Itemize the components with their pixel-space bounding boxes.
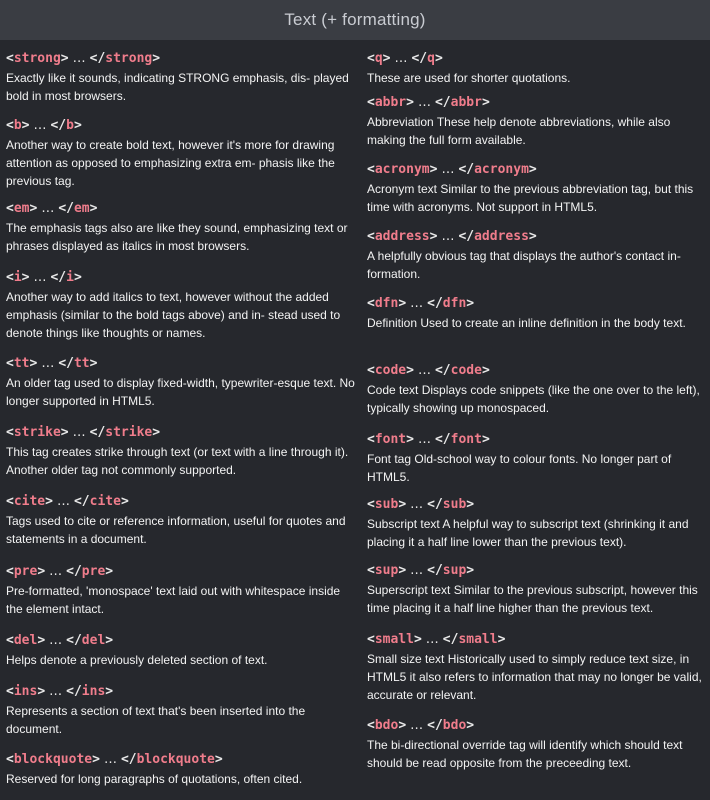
tag-entry-strong	[6, 50, 356, 105]
tag-description: Helps denote a previously deleted section of text.	[6, 653, 268, 667]
tag-description: Code text Displays code snippets (like the one over to the left), typically showing up monospaced.	[367, 383, 700, 415]
open-bracket: <	[6, 564, 14, 579]
close-bracket: >	[45, 494, 53, 509]
ellipsis: …	[72, 51, 86, 66]
opening-tag-name: tt	[13, 356, 30, 371]
tag-entry-bdo	[367, 717, 702, 772]
close-bracket: >	[120, 494, 129, 509]
open-bracket: <	[6, 270, 14, 285]
tag-entry-small	[367, 631, 702, 704]
tag-description: These are used for shorter quotations.	[367, 71, 571, 85]
tag-syntax	[367, 228, 702, 246]
tag-description: The bi-directional override tag will identify which should text should be read opposite from the preceeding text.	[367, 738, 683, 770]
closing-tag-name: i	[66, 270, 74, 285]
opening-tag-name: dfn	[374, 296, 399, 311]
ellipsis: …	[41, 356, 55, 371]
open-bracket: </	[434, 95, 451, 110]
close-bracket: >	[466, 563, 475, 578]
opening-tag-name: del	[13, 633, 38, 648]
tag-description: Subscript text A helpful way to subscript text (shrinking it and placing it a half line lower than the previous text).	[367, 517, 689, 549]
opening-tag-name: b	[13, 118, 22, 133]
open-bracket: <	[367, 296, 375, 311]
open-bracket: </	[442, 632, 459, 647]
open-bracket: </	[66, 633, 82, 648]
closing-tag-name: b	[66, 118, 74, 133]
tag-entry-q	[367, 50, 702, 87]
close-bracket: >	[105, 564, 114, 579]
open-bracket: </	[458, 162, 475, 177]
closing-tag-name: pre	[81, 564, 106, 579]
close-bracket: >	[152, 51, 161, 66]
tag-entry-dfn	[367, 295, 702, 332]
close-bracket: >	[429, 162, 438, 177]
tag-entry-cite	[6, 493, 356, 548]
open-bracket: <	[367, 718, 375, 733]
tag-syntax	[6, 200, 356, 218]
tag-entry-sup	[367, 562, 702, 617]
close-bracket: >	[105, 684, 114, 699]
opening-tag-name: abbr	[374, 95, 407, 110]
ellipsis: …	[394, 51, 408, 66]
tag-syntax	[367, 161, 702, 179]
tag-entry-font	[367, 431, 702, 486]
opening-tag-name: address	[374, 229, 430, 244]
opening-tag-name: sup	[374, 563, 399, 578]
closing-tag-name: cite	[89, 494, 121, 509]
ellipsis: …	[441, 162, 455, 177]
close-bracket: >	[497, 632, 506, 647]
tag-entry-ins	[6, 683, 356, 738]
closing-tag-name: blockquote	[136, 752, 215, 767]
close-bracket: >	[92, 752, 100, 767]
closing-tag-name: abbr	[450, 95, 482, 110]
close-bracket: >	[105, 633, 114, 648]
close-bracket: >	[398, 718, 407, 733]
ellipsis: …	[33, 270, 47, 285]
open-bracket: <	[6, 494, 14, 509]
close-bracket: >	[406, 363, 414, 378]
tag-syntax	[367, 94, 702, 112]
ellipsis: …	[417, 95, 431, 110]
closing-tag-name: tt	[73, 356, 90, 371]
ellipsis: …	[425, 632, 439, 647]
open-bracket: <	[6, 201, 14, 216]
open-bracket: </	[58, 356, 74, 371]
close-bracket: >	[466, 718, 475, 733]
tag-syntax	[6, 269, 356, 287]
close-bracket: >	[528, 229, 537, 244]
open-bracket: </	[73, 494, 90, 509]
ellipsis: …	[410, 296, 424, 311]
close-bracket: >	[398, 497, 407, 512]
opening-tag-name: code	[374, 363, 407, 378]
open-bracket: <	[6, 51, 14, 66]
tag-description: An older tag used to display fixed-width, typewriter-esque text. No longer supported in HTML5.	[6, 376, 355, 408]
tag-entry-strike	[6, 424, 356, 479]
tag-syntax	[367, 562, 702, 580]
tag-syntax	[6, 632, 356, 650]
tag-entry-del	[6, 632, 356, 669]
open-bracket: <	[367, 563, 375, 578]
closing-tag-name: strong	[105, 51, 153, 66]
close-bracket: >	[398, 296, 407, 311]
tag-syntax	[367, 50, 702, 68]
closing-tag-name: acronym	[474, 162, 529, 177]
closing-tag-name: q	[427, 51, 435, 66]
ellipsis: …	[417, 363, 431, 378]
close-bracket: >	[21, 118, 30, 133]
opening-tag-name: blockquote	[13, 752, 93, 767]
tag-entry-b	[6, 117, 356, 190]
close-bracket: >	[429, 229, 438, 244]
closing-tag-name: sub	[442, 497, 467, 512]
tag-entry-abbr	[367, 94, 702, 149]
tag-description: Abbreviation These help denote abbreviations, while also making the full form available.	[367, 115, 671, 147]
opening-tag-name: font	[374, 432, 407, 447]
opening-tag-name: bdo	[374, 718, 399, 733]
title-bar	[0, 0, 710, 40]
tag-description: Reserved for long paragraphs of quotations, often cited.	[6, 772, 303, 786]
close-bracket: >	[29, 356, 38, 371]
closing-tag-name: dfn	[442, 296, 467, 311]
ellipsis: …	[56, 494, 70, 509]
close-bracket: >	[481, 363, 490, 378]
ellipsis: …	[410, 718, 424, 733]
open-bracket: </	[89, 425, 106, 440]
tag-syntax	[367, 295, 702, 313]
ellipsis: …	[410, 563, 424, 578]
close-bracket: >	[528, 162, 537, 177]
close-bracket: >	[406, 95, 414, 110]
tag-syntax	[6, 424, 356, 442]
closing-tag-name: strike	[105, 425, 153, 440]
opening-tag-name: acronym	[374, 162, 430, 177]
open-bracket: </	[50, 118, 67, 133]
close-bracket: >	[382, 51, 391, 66]
close-bracket: >	[152, 425, 161, 440]
close-bracket: >	[406, 432, 414, 447]
open-bracket: </	[427, 497, 443, 512]
open-bracket: </	[50, 270, 67, 285]
tag-entry-blockquote	[6, 751, 356, 788]
tag-syntax	[367, 431, 702, 449]
ellipsis: …	[103, 752, 117, 767]
opening-tag-name: strong	[13, 51, 61, 66]
ellipsis: …	[49, 684, 63, 699]
tag-entry-em	[6, 200, 356, 255]
tag-syntax	[6, 683, 356, 701]
opening-tag-name: ins	[13, 684, 38, 699]
open-bracket: </	[66, 684, 82, 699]
ellipsis: …	[49, 633, 63, 648]
tag-syntax	[6, 751, 356, 769]
close-bracket: >	[214, 752, 223, 767]
tag-description: Another way to add italics to text, however without the added emphasis (similar to the bold tags above) and in- stead used to denote things like thoughts or names.	[6, 290, 341, 340]
tag-description: A helpfully obvious tag that displays the author's contact in- formation.	[367, 249, 681, 281]
close-bracket: >	[60, 425, 69, 440]
close-bracket: >	[89, 356, 98, 371]
close-bracket: >	[89, 201, 98, 216]
closing-tag-name: font	[450, 432, 482, 447]
close-bracket: >	[466, 497, 475, 512]
close-bracket: >	[60, 51, 69, 66]
open-bracket: </	[427, 563, 443, 578]
open-bracket: </	[120, 752, 137, 767]
ellipsis: …	[33, 118, 47, 133]
open-bracket: <	[6, 633, 14, 648]
opening-tag-name: pre	[13, 564, 38, 579]
tag-entry-address	[367, 228, 702, 283]
closing-tag-name: del	[81, 633, 106, 648]
tag-entry-pre	[6, 563, 356, 618]
ellipsis: …	[410, 497, 424, 512]
open-bracket: <	[6, 118, 14, 133]
close-bracket: >	[434, 51, 443, 66]
open-bracket: </	[411, 51, 428, 66]
open-bracket: <	[367, 432, 375, 447]
open-bracket: <	[6, 425, 14, 440]
close-bracket: >	[481, 95, 490, 110]
tag-description: Tags used to cite or reference information, useful for quotes and statements in a document.	[6, 514, 346, 546]
tag-syntax	[6, 355, 356, 373]
opening-tag-name: small	[374, 632, 414, 647]
opening-tag-name: i	[13, 270, 22, 285]
ellipsis: …	[72, 425, 86, 440]
open-bracket: <	[6, 752, 14, 767]
close-bracket: >	[37, 684, 46, 699]
close-bracket: >	[37, 633, 46, 648]
closing-tag-name: code	[450, 363, 482, 378]
open-bracket: </	[66, 564, 82, 579]
tag-syntax	[6, 563, 356, 581]
tag-syntax	[6, 493, 356, 511]
open-bracket: </	[58, 201, 74, 216]
closing-tag-name: sup	[442, 563, 467, 578]
tag-syntax	[6, 50, 356, 68]
tag-description: Another way to create bold text, however it's more for drawing attention as opposed to emphasizing extra em- phasis like the previous tag.	[6, 138, 335, 188]
open-bracket: <	[367, 497, 375, 512]
tag-description: The emphasis tags also are like they sound, emphasizing text or phrases displayed as italics in most browsers.	[6, 221, 348, 253]
open-bracket: <	[367, 229, 375, 244]
tag-entry-code	[367, 362, 702, 417]
close-bracket: >	[466, 296, 475, 311]
open-bracket: <	[367, 632, 375, 647]
open-bracket: <	[367, 51, 375, 66]
open-bracket: <	[6, 356, 14, 371]
page-title: Text (+ formatting)	[284, 10, 426, 29]
tag-syntax	[367, 717, 702, 735]
tag-syntax	[367, 362, 702, 380]
close-bracket: >	[398, 563, 407, 578]
open-bracket: </	[427, 718, 443, 733]
close-bracket: >	[29, 201, 38, 216]
close-bracket: >	[73, 270, 82, 285]
tag-description: Represents a section of text that's been inserted into the document.	[6, 704, 306, 736]
tag-description: This tag creates strike through text (or text with a line through it). Another older tag not commonly supported.	[6, 445, 349, 477]
tag-entry-acronym	[367, 161, 702, 216]
ellipsis: …	[441, 229, 455, 244]
tag-syntax	[367, 496, 702, 514]
open-bracket: <	[367, 95, 375, 110]
tag-syntax	[367, 631, 702, 649]
tag-description: Exactly like it sounds, indicating STRONG emphasis, dis- played bold in most browsers.	[6, 71, 349, 103]
open-bracket: </	[434, 432, 451, 447]
open-bracket: <	[6, 684, 14, 699]
tag-description: Font tag Old-school way to colour fonts. No longer part of HTML5.	[367, 452, 672, 484]
ellipsis: …	[417, 432, 431, 447]
opening-tag-name: strike	[13, 425, 61, 440]
close-bracket: >	[481, 432, 490, 447]
close-bracket: >	[73, 118, 82, 133]
tag-entry-i	[6, 269, 356, 342]
tag-syntax	[6, 117, 356, 135]
tag-description: Acronym text Similar to the previous abbreviation tag, but this time with acronyms. Not support in HTML5.	[367, 182, 694, 214]
open-bracket: <	[367, 363, 375, 378]
opening-tag-name: cite	[13, 494, 46, 509]
close-bracket: >	[21, 270, 30, 285]
tag-description: Superscript text Similar to the previous subscript, however this time placing it a half line higher than the previous text.	[367, 583, 698, 615]
ellipsis: …	[41, 201, 55, 216]
open-bracket: </	[434, 363, 451, 378]
open-bracket: </	[458, 229, 475, 244]
opening-tag-name: q	[374, 51, 383, 66]
closing-tag-name: bdo	[442, 718, 467, 733]
tag-description: Pre-formatted, 'monospace' text laid out with whitespace inside the element intact.	[6, 584, 341, 616]
closing-tag-name: address	[474, 229, 529, 244]
tag-entry-sub	[367, 496, 702, 551]
closing-tag-name: em	[73, 201, 90, 216]
open-bracket: <	[367, 162, 375, 177]
tag-description: Small size text Historically used to simply reduce text size, in HTML5 it also refers to information that may no longer be valid, accurate or relevant.	[367, 652, 702, 702]
closing-tag-name: small	[458, 632, 498, 647]
opening-tag-name: em	[13, 201, 30, 216]
open-bracket: </	[89, 51, 106, 66]
tag-description: Definition Used to create an inline definition in the body text.	[367, 316, 686, 330]
open-bracket: </	[427, 296, 443, 311]
close-bracket: >	[413, 632, 422, 647]
closing-tag-name: ins	[81, 684, 106, 699]
tag-entry-tt	[6, 355, 356, 410]
close-bracket: >	[37, 564, 46, 579]
opening-tag-name: sub	[374, 497, 399, 512]
ellipsis: …	[49, 564, 63, 579]
